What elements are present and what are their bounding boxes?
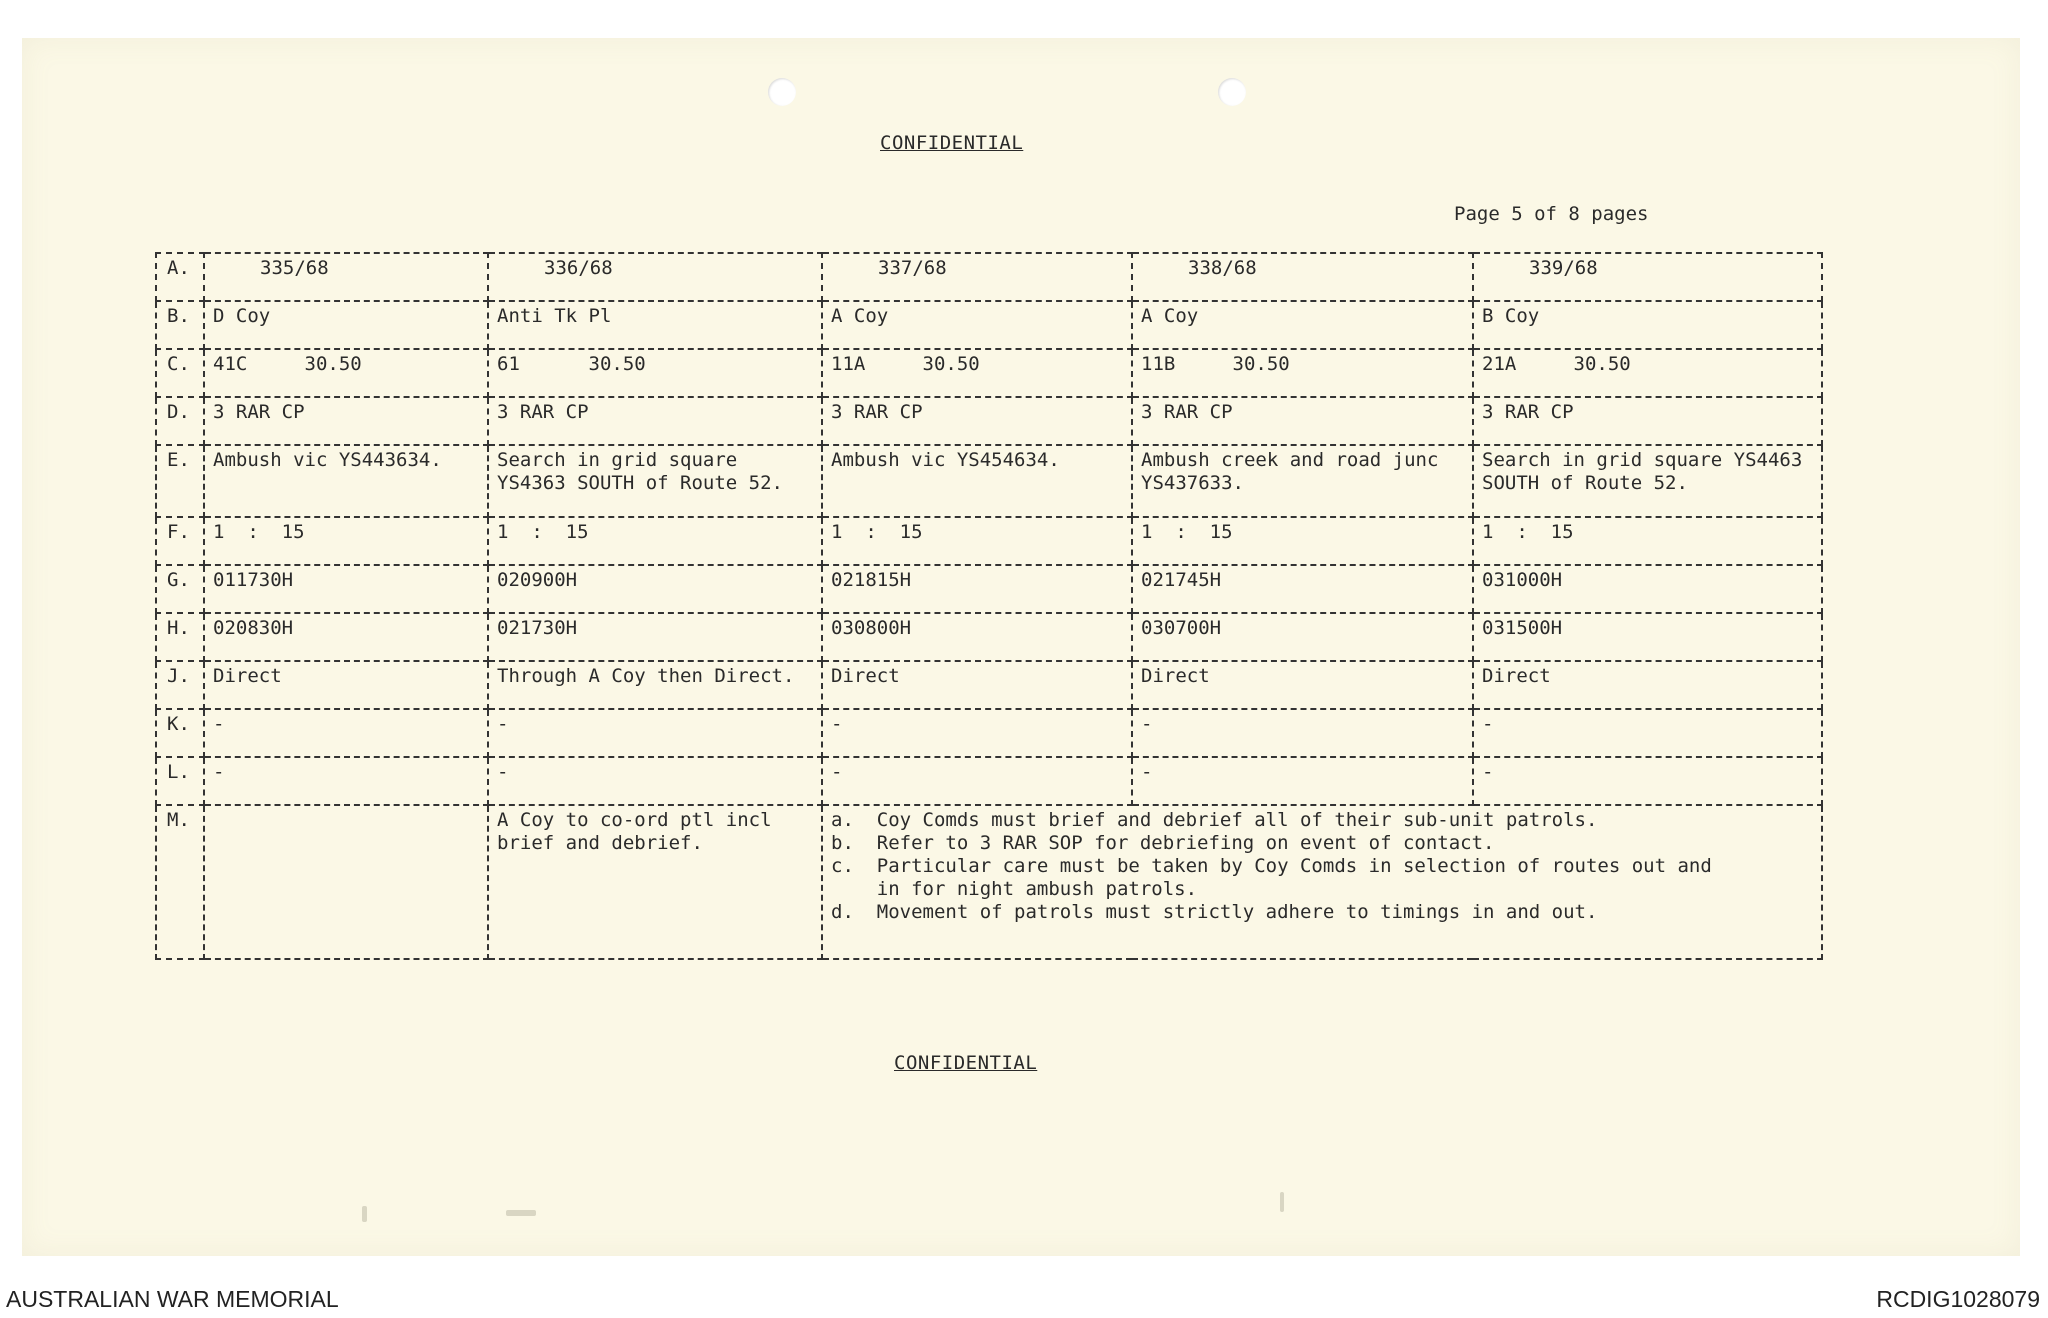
table-cell: Through A Coy then Direct. <box>488 661 822 709</box>
paper-mark <box>362 1206 367 1222</box>
table-cell: B Coy <box>1473 301 1822 349</box>
table-cell: - <box>1473 757 1822 805</box>
table-cell: 1 : 15 <box>1473 517 1822 565</box>
table-row <box>156 397 1822 445</box>
row-label: F. <box>156 517 204 565</box>
archive-reference: RCDIG1028079 <box>1876 1286 2040 1312</box>
table-cell: A Coy <box>822 301 1132 349</box>
table-cell: 030800H <box>822 613 1132 661</box>
table-cell: 338/68 <box>1132 253 1473 301</box>
table-cell: 3 RAR CP <box>1473 397 1822 445</box>
row-label: G. <box>156 565 204 613</box>
table-cell: Ambush vic YS443634. <box>204 445 488 517</box>
note-item: a. Coy Comds must brief and debrief all of their sub-unit patrols. <box>831 809 1598 831</box>
table-cell: Direct <box>822 661 1132 709</box>
table-body <box>156 253 1822 959</box>
punch-hole-left <box>768 78 796 106</box>
row-label: C. <box>156 349 204 397</box>
table-row <box>156 253 1822 301</box>
table-cell: 11B 30.50 <box>1132 349 1473 397</box>
table-row <box>156 349 1822 397</box>
table-cell: Search in grid square YS4363 SOUTH of Route 52. <box>488 445 822 517</box>
table-cell <box>204 805 488 959</box>
table-cell: 021815H <box>822 565 1132 613</box>
table-cell: 3 RAR CP <box>822 397 1132 445</box>
table-cell: A Coy <box>1132 301 1473 349</box>
row-label: E. <box>156 445 204 517</box>
row-label: L. <box>156 757 204 805</box>
table-cell: - <box>1132 709 1473 757</box>
table-cell: 335/68 <box>204 253 488 301</box>
table-row <box>156 301 1822 349</box>
table-cell: 031500H <box>1473 613 1822 661</box>
paper-mark <box>506 1210 536 1216</box>
table-cell: 1 : 15 <box>488 517 822 565</box>
table-cell: - <box>488 709 822 757</box>
table-cell: Direct <box>1473 661 1822 709</box>
table-row <box>156 661 1822 709</box>
table-row <box>156 709 1822 757</box>
table-row-remarks <box>156 805 1822 959</box>
table-row <box>156 757 1822 805</box>
table-cell: 337/68 <box>822 253 1132 301</box>
table-cell: 030700H <box>1132 613 1473 661</box>
remarks-notes <box>822 805 1822 959</box>
note-item: b. Refer to 3 RAR SOP for debriefing on event of contact. <box>831 832 1495 854</box>
note-item: c. Particular care must be taken by Coy Comds in selection of routes out and in for night ambush patrols. <box>831 855 1712 900</box>
archive-credit: AUSTRALIAN WAR MEMORIAL <box>6 1286 339 1312</box>
table-cell: - <box>1132 757 1473 805</box>
table-cell: Direct <box>204 661 488 709</box>
row-label: H. <box>156 613 204 661</box>
table-cell: A Coy to co-ord ptl incl brief and debrief. <box>488 805 822 959</box>
table-cell: - <box>488 757 822 805</box>
classification-header: CONFIDENTIAL <box>880 132 1024 154</box>
table-cell: 031000H <box>1473 565 1822 613</box>
classification-footer: CONFIDENTIAL <box>894 1052 1038 1074</box>
row-label: K. <box>156 709 204 757</box>
page-number: Page 5 of 8 pages <box>1454 203 1649 225</box>
table-cell: 021730H <box>488 613 822 661</box>
table-cell: 3 RAR CP <box>488 397 822 445</box>
row-label: M. <box>156 805 204 959</box>
table-cell: 021745H <box>1132 565 1473 613</box>
table-cell: 3 RAR CP <box>204 397 488 445</box>
table-cell: D Coy <box>204 301 488 349</box>
table-cell: - <box>822 757 1132 805</box>
table-cell: - <box>1473 709 1822 757</box>
patrol-orders-table <box>155 252 1823 960</box>
table-cell: - <box>204 757 488 805</box>
table-cell: 21A 30.50 <box>1473 349 1822 397</box>
table-cell: 1 : 15 <box>822 517 1132 565</box>
paper-mark <box>1280 1192 1284 1212</box>
table-cell: 1 : 15 <box>204 517 488 565</box>
punch-hole-right <box>1218 78 1246 106</box>
table-cell: 011730H <box>204 565 488 613</box>
table-row <box>156 565 1822 613</box>
table-cell: - <box>822 709 1132 757</box>
row-label: A. <box>156 253 204 301</box>
table-cell: 336/68 <box>488 253 822 301</box>
table-cell: Anti Tk Pl <box>488 301 822 349</box>
table-cell: 339/68 <box>1473 253 1822 301</box>
table-row <box>156 517 1822 565</box>
table-cell: Ambush vic YS454634. <box>822 445 1132 517</box>
row-label: B. <box>156 301 204 349</box>
row-label: J. <box>156 661 204 709</box>
table-cell: Search in grid square YS4463 SOUTH of Route 52. <box>1473 445 1822 517</box>
table-cell: 3 RAR CP <box>1132 397 1473 445</box>
table-cell: 61 30.50 <box>488 349 822 397</box>
note-item: d. Movement of patrols must strictly adhere to timings in and out. <box>831 901 1598 923</box>
table-cell: 41C 30.50 <box>204 349 488 397</box>
table-row <box>156 613 1822 661</box>
table-cell: 1 : 15 <box>1132 517 1473 565</box>
table-cell: 11A 30.50 <box>822 349 1132 397</box>
table-cell: 020830H <box>204 613 488 661</box>
table-cell: - <box>204 709 488 757</box>
table-cell: Direct <box>1132 661 1473 709</box>
table-cell: Ambush creek and road junc YS437633. <box>1132 445 1473 517</box>
table-row <box>156 445 1822 517</box>
table-cell: 020900H <box>488 565 822 613</box>
row-label: D. <box>156 397 204 445</box>
